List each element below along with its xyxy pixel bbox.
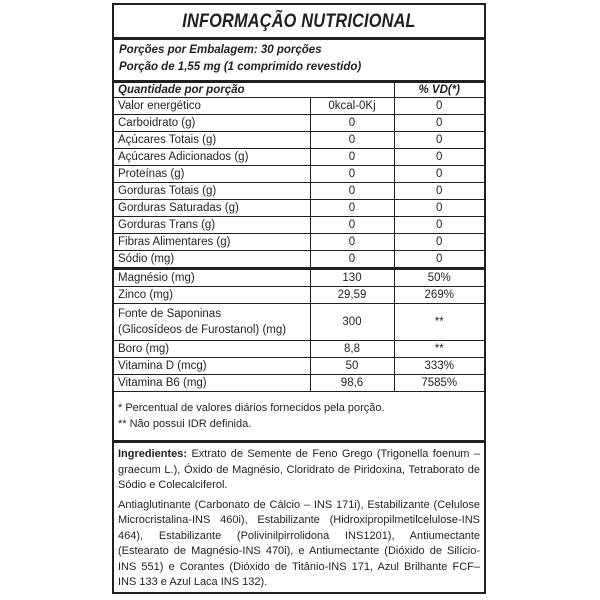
additives-text: Antiaglutinante (Carbonato de Cálcio – INS 171i), Estabilizante (Celulose Microcristalina-INS 460i), Estabilizante (Hidroxipropilmetilcelulose-INS 464), Estabilizante (Polivinilpirrolidona INS1201), Antiumectante (Estearato de Magnésio-INS 470i), e Antiumectante (Dióxido de Silício-INS 551) e Corantes (Dióxido de Titânio-INS 171, Azul Brilhante FCF– INS 133 e Azul Laca INS 132).	[118, 498, 480, 588]
serving-info	[114, 40, 484, 80]
footnote-idr: ** Não possui IDR definida.	[118, 418, 252, 430]
table-row	[114, 115, 484, 132]
ingredients-label: Ingredientes:	[118, 448, 188, 460]
nutrient-vd: 7585%	[394, 375, 484, 392]
nutrient-name-line1: Fonte de Saponinas	[118, 308, 221, 320]
table-row	[114, 269, 484, 287]
nutrient-amount: 0	[310, 217, 394, 234]
header-quantity: Quantidade por porção	[114, 82, 394, 98]
nutrient-amount: 8,8	[310, 341, 394, 358]
nutrient-vd: 0	[394, 234, 484, 251]
nutrient-amount: 130	[310, 269, 394, 287]
nutrient-vd: 0	[394, 149, 484, 166]
nutrient-name: Valor energético	[114, 98, 310, 115]
nutrient-name: Boro (mg)	[114, 341, 310, 358]
table-row	[114, 98, 484, 115]
nutrition-label	[112, 3, 486, 594]
ingredients-section	[114, 443, 484, 591]
table-row	[114, 217, 484, 234]
nutrient-name: Carboidrato (g)	[114, 115, 310, 132]
table-row	[114, 200, 484, 217]
nutrient-amount: 0kcal-0Kj	[310, 98, 394, 115]
nutrient-amount: 0	[310, 234, 394, 251]
nutrient-vd: 0	[394, 183, 484, 200]
nutrient-name: Fibras Alimentares (g)	[114, 234, 310, 251]
nutrient-name: Açúcares Adicionados (g)	[114, 149, 310, 166]
nutrient-vd: 0	[394, 200, 484, 217]
nutrient-name-line2: (Glicosídeos de Furostanol) (mg)	[118, 324, 287, 336]
nutrient-vd: 50%	[394, 269, 484, 287]
table-row	[114, 251, 484, 269]
nutrient-name: Vitamina D (mcg)	[114, 358, 310, 375]
label-title: INFORMAÇÃO NUTRICIONAL	[182, 11, 416, 32]
nutrient-name: Açúcares Totais (g)	[114, 132, 310, 149]
portion-size: Porção de 1,55 mg (1 comprimido revestido)	[119, 61, 362, 73]
nutrient-amount: 0	[310, 200, 394, 217]
table-row	[114, 358, 484, 375]
nutrient-vd: 333%	[394, 358, 484, 375]
nutrient-vd: 0	[394, 217, 484, 234]
nutrient-name: Vitamina B6 (mg)	[114, 375, 310, 392]
nutrient-amount: 0	[310, 115, 394, 132]
nutrition-table	[114, 80, 484, 392]
table-row	[114, 183, 484, 200]
nutrient-name: Gorduras Totais (g)	[114, 183, 310, 200]
nutrient-name: Gorduras Saturadas (g)	[114, 200, 310, 217]
ingredients-paragraph	[118, 447, 480, 494]
nutrient-amount: 0	[310, 132, 394, 149]
table-row	[114, 341, 484, 358]
nutrient-vd: 0	[394, 98, 484, 115]
nutrient-amount: 0	[310, 183, 394, 200]
nutrient-amount: 98,6	[310, 375, 394, 392]
nutrient-name: Proteínas (g)	[114, 166, 310, 183]
header-vd: % VD(*)	[394, 82, 484, 98]
nutrient-vd: **	[394, 304, 484, 341]
nutrient-amount: 300	[310, 304, 394, 341]
table-row	[114, 132, 484, 149]
footnotes	[114, 392, 484, 440]
nutrient-vd: 0	[394, 166, 484, 183]
nutrient-name	[114, 304, 310, 341]
nutrient-name: Gorduras Trans (g)	[114, 217, 310, 234]
nutrient-name: Magnésio (mg)	[114, 269, 310, 287]
nutrient-vd: 0	[394, 132, 484, 149]
nutrient-vd: 269%	[394, 287, 484, 304]
table-row	[114, 375, 484, 392]
nutrient-amount: 29,59	[310, 287, 394, 304]
table-row	[114, 234, 484, 251]
nutrient-amount: 0	[310, 166, 394, 183]
nutrient-amount: 50	[310, 358, 394, 375]
table-row	[114, 166, 484, 183]
nutrient-vd: 0	[394, 115, 484, 132]
table-header-row	[114, 82, 484, 98]
nutrient-vd: 0	[394, 251, 484, 269]
ingredients-text: Extrato de Semente de Feno Grego (Trigonella foenum – graecum L.), Óxido de Magnésio, Cloridrato de Piridoxina, Tetraborato de Sódio e Colecalciferol.	[118, 448, 480, 491]
nutrient-name: Sódio (mg)	[114, 251, 310, 269]
table-row	[114, 287, 484, 304]
nutrient-vd: **	[394, 341, 484, 358]
servings-per-package: Porções por Embalagem: 30 porções	[119, 44, 322, 56]
footnote-vd: * Percentual de valores diários fornecidos pela porção.	[118, 402, 385, 414]
nutrient-amount: 0	[310, 251, 394, 269]
table-row	[114, 149, 484, 166]
nutrient-amount: 0	[310, 149, 394, 166]
table-row	[114, 304, 484, 341]
nutrient-name: Zinco (mg)	[114, 287, 310, 304]
